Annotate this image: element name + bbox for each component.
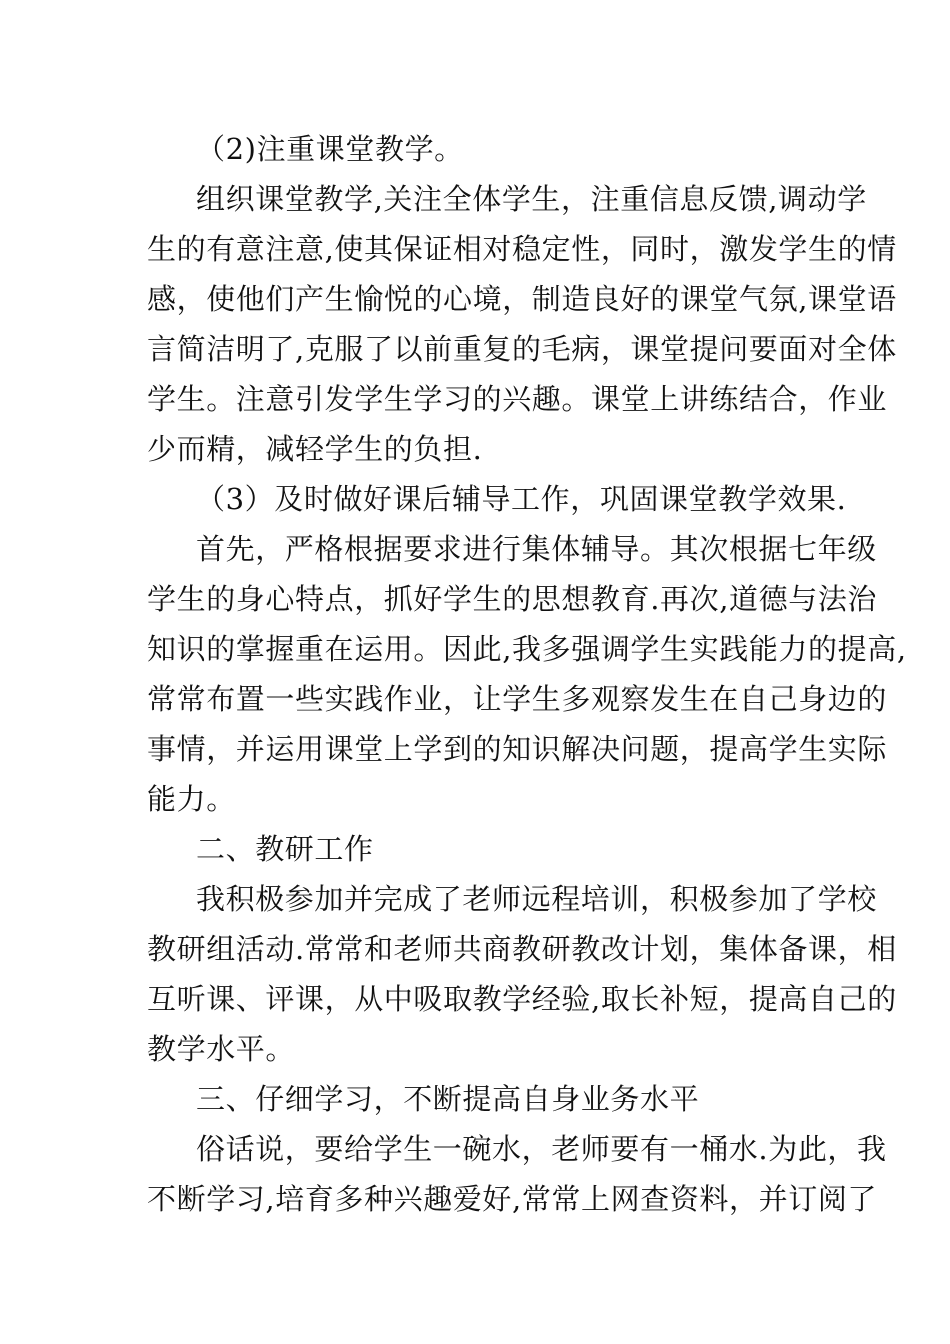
paragraph-line: 我积极参加并完成了老师远程培训，积极参加了学校 [196, 882, 877, 916]
heading-continuous-learning: 三、仔细学习，不断提高自身业务水平 [196, 1082, 700, 1116]
paragraph-line: 互听课、评课，从中吸取教学经验,取长补短，提高自己的 [147, 982, 897, 1016]
paragraph-line: 教学水平。 [147, 1032, 296, 1066]
paragraph-line: 俗话说，要给学生一碗水，老师要有一桶水.为此，我 [196, 1132, 887, 1166]
heading-after-class-tutoring: （3）及时做好课后辅导工作，巩固课堂教学效果. [196, 482, 847, 516]
paragraph-line: 言简洁明了,克服了以前重复的毛病，课堂提问要面对全体 [147, 332, 897, 366]
paragraph-line: 知识的掌握重在运用。因此,我多强调学生实践能力的提高, [147, 632, 907, 666]
paragraph-line: 首先，严格根据要求进行集体辅导。其次根据七年级 [196, 532, 877, 566]
heading-classroom-teaching: （2)注重课堂教学。 [196, 132, 464, 166]
paragraph-line: 感，使他们产生愉悦的心境，制造良好的课堂气氛,课堂语 [147, 282, 897, 316]
paragraph-line: 生的有意注意,使其保证相对稳定性，同时，激发学生的情 [147, 232, 897, 266]
paragraph-line: 教研组活动.常常和老师共商教研教改计划，集体备课，相 [147, 932, 897, 966]
paragraph-line: 事情，并运用课堂上学到的知识解决问题，提高学生实际 [147, 732, 888, 766]
heading-teaching-research: 二、教研工作 [196, 832, 374, 866]
paragraph-line: 学生的身心特点，抓好学生的思想教育.再次,道德与法治 [147, 582, 878, 616]
paragraph-line: 学生。注意引发学生学习的兴趣。课堂上讲练结合，作业 [147, 382, 888, 416]
paragraph-line: 组织课堂教学,关注全体学生，注重信息反馈,调动学 [196, 182, 867, 216]
paragraph-line: 不断学习,培育多种兴趣爱好,常常上网查资料，并订阅了 [147, 1182, 878, 1216]
paragraph-line: 少而精，减轻学生的负担. [147, 432, 483, 466]
paragraph-line: 常常布置一些实践作业，让学生多观察发生在自己身边的 [147, 682, 888, 716]
paragraph-line: 能力。 [147, 782, 236, 816]
